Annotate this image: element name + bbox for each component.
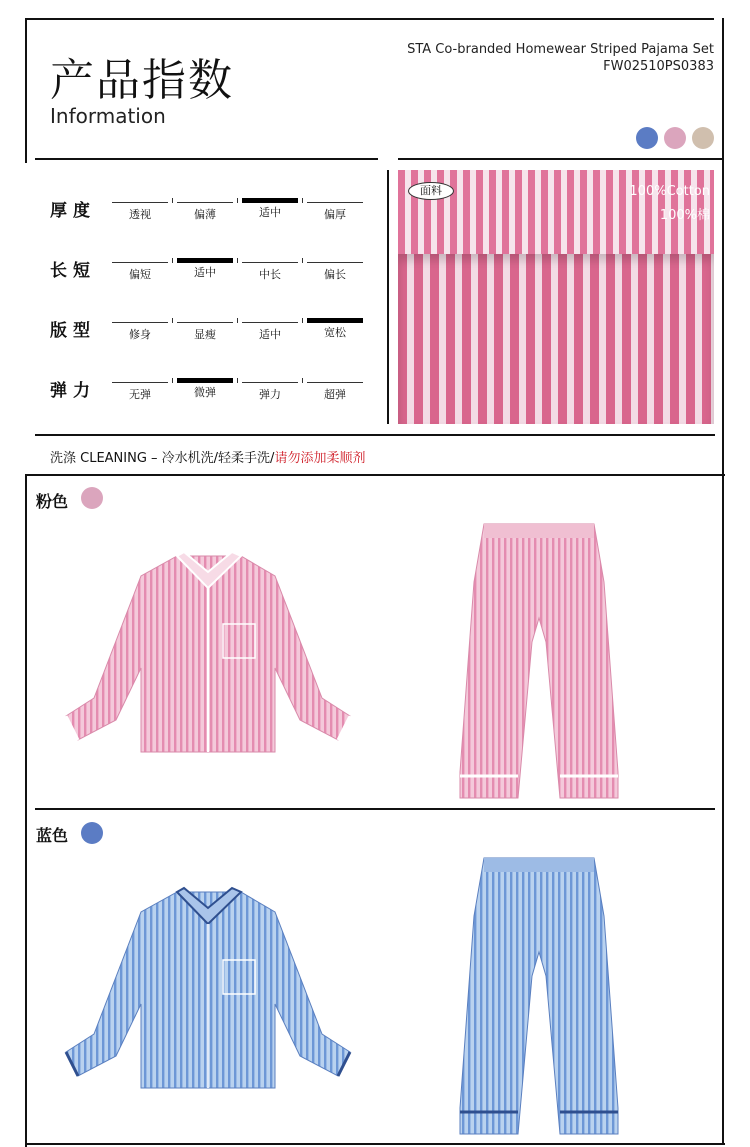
divider-between-colors <box>35 808 715 810</box>
scale-tick <box>302 378 303 383</box>
fabric-composition-en: 100%Cotton <box>629 184 710 199</box>
attribute-option <box>112 262 168 282</box>
attribute-option <box>307 262 363 282</box>
vertical-divider <box>387 170 389 424</box>
scale-tick <box>172 198 173 203</box>
option-label: 偏薄 <box>194 208 216 221</box>
option-bar <box>112 322 168 323</box>
option-bar <box>112 262 168 263</box>
swatch-blue[interactable] <box>636 127 658 149</box>
option-bar <box>307 382 363 383</box>
attribute-option <box>112 382 168 402</box>
top-border <box>25 18 714 20</box>
scale-tick <box>172 378 173 383</box>
option-bar <box>177 322 233 323</box>
swatch-beige[interactable] <box>692 127 714 149</box>
divider-right-short <box>398 158 723 160</box>
page-subtitle: Information <box>50 104 166 128</box>
option-label: 偏长 <box>324 268 346 281</box>
scale-tick <box>172 318 173 323</box>
option-label: 宽松 <box>324 326 346 339</box>
option-bar <box>242 322 298 323</box>
fabric-composition-cn: 100%棉 <box>659 208 710 223</box>
blue-pajama-shirt-image <box>60 884 356 1094</box>
attribute-option-selected <box>177 378 233 400</box>
option-bar <box>177 202 233 203</box>
bottom-border <box>25 1143 725 1145</box>
cleaning-warning: 请勿添加柔顺剂 <box>274 451 366 466</box>
scale-tick <box>237 198 238 203</box>
option-label: 弹力 <box>259 388 281 401</box>
right-border <box>722 18 724 1144</box>
option-bar <box>242 382 298 383</box>
option-label: 透视 <box>129 208 151 221</box>
attribute-option <box>177 202 233 222</box>
color-label-blue: 蓝色 <box>36 826 69 845</box>
scale-tick <box>237 378 238 383</box>
option-label: 适中 <box>194 266 216 279</box>
fabric-tag: 面料 <box>408 182 454 200</box>
pink-pajama-shirt-image <box>60 548 356 758</box>
color-dot-blue <box>81 822 103 844</box>
option-bar <box>242 198 298 203</box>
scale-tick <box>237 258 238 263</box>
left-border-top <box>25 18 27 163</box>
product-name: STA Co-branded Homewear Striped Pajama Set <box>407 42 714 57</box>
attribute-option-selected <box>177 258 233 280</box>
color-label-pink: 粉色 <box>36 492 69 511</box>
pink-pajama-pants-image <box>456 522 622 800</box>
option-bar <box>307 262 363 263</box>
page-title: 产品指数 <box>50 55 234 106</box>
scale-tick <box>302 198 303 203</box>
scale-tick <box>302 318 303 323</box>
attribute-option <box>307 202 363 222</box>
option-bar <box>112 202 168 203</box>
attribute-option <box>112 202 168 222</box>
divider-below-cleaning <box>25 474 725 476</box>
attribute-option <box>242 322 298 342</box>
option-bar <box>177 258 233 263</box>
blue-pajama-pants-image <box>456 856 622 1136</box>
attribute-option <box>112 322 168 342</box>
option-label: 微弹 <box>194 386 216 399</box>
left-border-bottom <box>25 474 27 1147</box>
attribute-option <box>177 322 233 342</box>
option-label: 显瘦 <box>194 328 216 341</box>
divider-left-short <box>35 158 378 160</box>
option-bar <box>242 262 298 263</box>
divider-above-cleaning <box>35 434 715 436</box>
option-bar <box>307 202 363 203</box>
option-bar <box>112 382 168 383</box>
option-label: 适中 <box>259 328 281 341</box>
option-bar <box>307 318 363 323</box>
option-label: 修身 <box>129 328 151 341</box>
scale-tick <box>302 258 303 263</box>
attribute-option-selected <box>242 198 298 220</box>
scale-tick <box>172 258 173 263</box>
cleaning-instructions <box>50 447 365 466</box>
option-label: 偏厚 <box>324 208 346 221</box>
attribute-option-selected <box>307 318 363 340</box>
attribute-label: 版型 <box>50 321 96 341</box>
attribute-option <box>307 382 363 402</box>
swatch-pink[interactable] <box>664 127 686 149</box>
scale-tick <box>237 318 238 323</box>
option-bar <box>177 378 233 383</box>
product-code: FW02510PS0383 <box>603 59 714 74</box>
cleaning-text: 洗涤 CLEANING – 冷水机洗/轻柔手洗/ <box>50 451 275 466</box>
attribute-option <box>242 262 298 282</box>
option-label: 超弹 <box>324 388 346 401</box>
option-label: 中长 <box>259 268 281 281</box>
option-label: 偏短 <box>129 268 151 281</box>
color-dot-pink <box>81 487 103 509</box>
option-label: 无弹 <box>129 388 151 401</box>
attribute-label: 厚度 <box>50 201 96 221</box>
attribute-option <box>242 382 298 402</box>
attribute-label: 长短 <box>50 261 96 281</box>
attribute-label: 弹力 <box>50 381 96 401</box>
option-label: 适中 <box>259 206 281 219</box>
